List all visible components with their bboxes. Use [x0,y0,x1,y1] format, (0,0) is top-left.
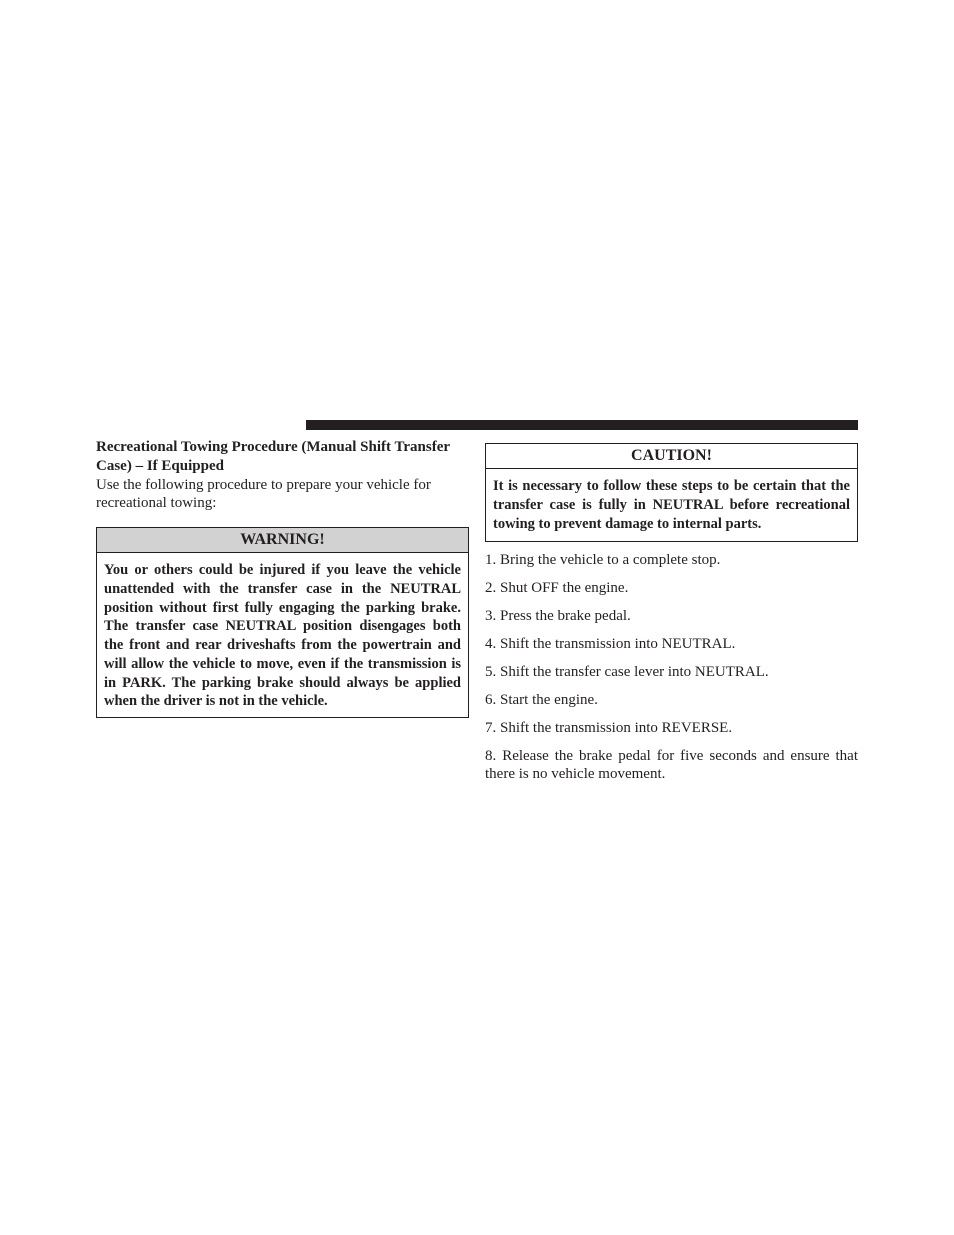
step-item: 3. Press the brake pedal. [485,608,631,625]
warning-title: WARNING! [97,528,468,553]
section-heading: Recreational Towing Procedure (Manual Shift Transfer Case) – If Equipped [96,439,450,474]
warning-text: You or others could be injured if you leave the vehicle unattended with the transfer case in the NEUTRAL position without first fully engaging the parking brake. The transfer case NEUTRAL position disengages both the front and rear driveshafts from the powertrain and will allow the vehicle to move, even if the transmission is in PARK. The parking brake should always be applied when the driver is not in the vehicle. [104,562,461,710]
step-item: 2. Shut OFF the engine. [485,580,629,597]
caution-box [485,443,858,542]
caution-text: It is necessary to follow these steps to be certain that the transfer case is fully in NEUTRAL before recreational towing to prevent damage to internal parts. [493,478,850,532]
warning-box [96,527,469,718]
intro-paragraph: Use the following procedure to prepare your vehicle for recreational towing: [96,477,431,511]
step-item: 5. Shift the transfer case lever into NEUTRAL. [485,664,769,681]
header-rule-bar [306,420,858,430]
step-item: 8. Release the brake pedal for five seconds and ensure that there is no vehicle movement. [485,748,858,783]
step-item: 6. Start the engine. [485,692,598,709]
left-column [96,438,469,718]
right-column [485,443,858,793]
step-item: 7. Shift the transmission into REVERSE. [485,720,733,737]
procedure-steps [485,551,858,783]
caution-title: CAUTION! [486,444,857,469]
step-item: 4. Shift the transmission into NEUTRAL. [485,636,736,653]
step-item: 1. Bring the vehicle to a complete stop. [485,552,721,569]
